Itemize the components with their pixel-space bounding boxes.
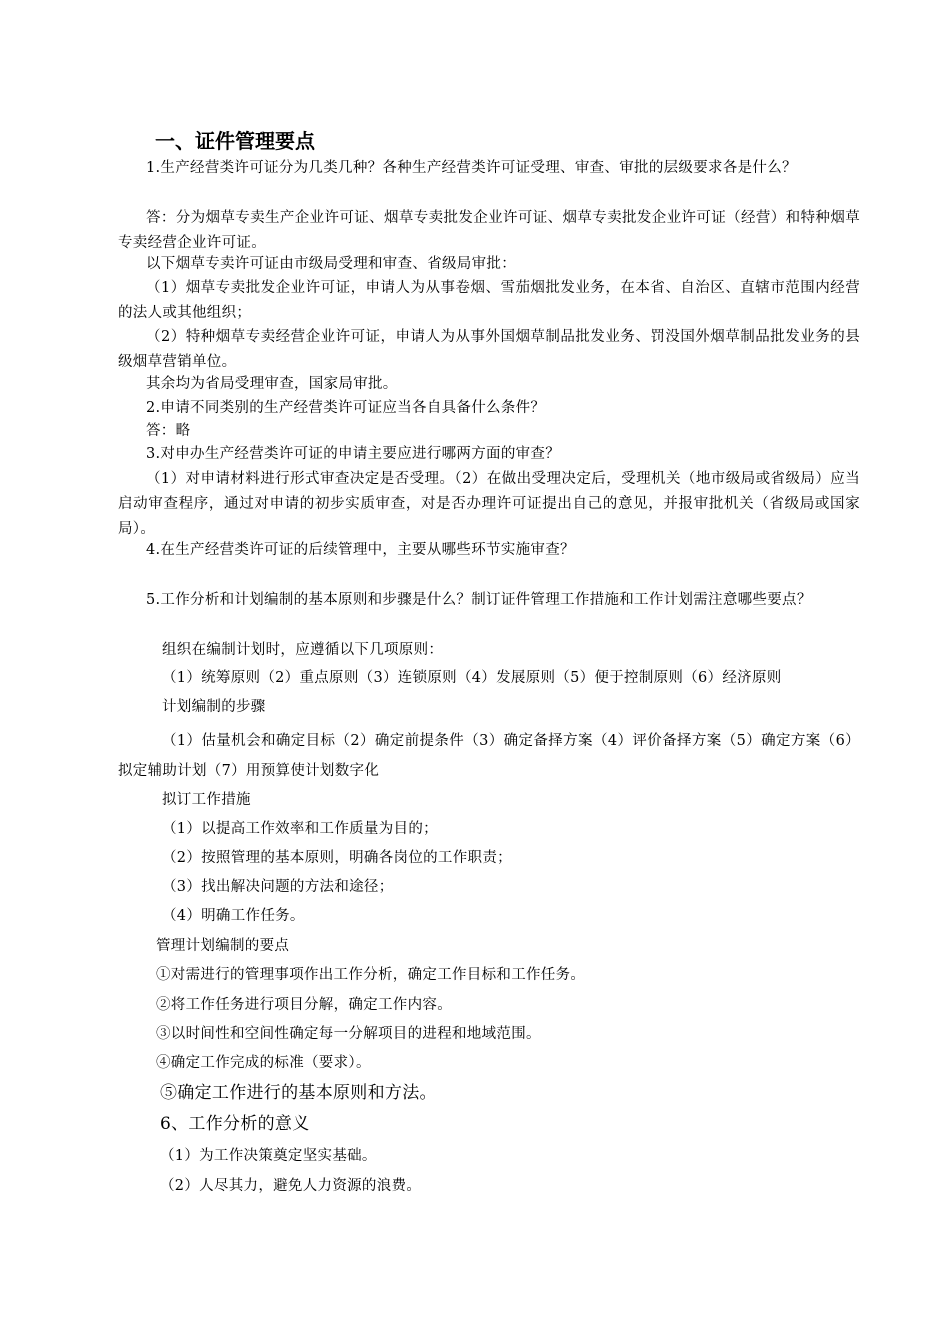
- answer-1: 答：分为烟草专卖生产企业许可证、烟草专卖批发企业许可证、烟草专卖批发企业许可证（经营）和特种烟草专卖经营企业许可证。: [118, 210, 860, 251]
- principles-list: （1）统筹原则（2）重点原则（3）连锁原则（4）发展原则（5）便于控制原则（6）经济原则: [162, 670, 782, 686]
- question-5: 5.工作分析和计划编制的基本原则和步骤是什么？制订证件管理工作措施和工作计划需注意哪些要点？: [146, 592, 812, 608]
- question-2: 2.申请不同类别的生产经营类许可证应当各自具备什么条件？: [146, 400, 546, 416]
- steps-list: （1）估量机会和确定目标（2）确定前提条件（3）确定备择方案（4）评价备择方案（5）确定方案（6）拟定辅助计划（7）用预算使计划数字化: [118, 733, 860, 779]
- answer-1-item-1: （1）烟草专卖批发企业许可证，申请人为从事卷烟、雪茄烟批发业务，在本省、自治区、直辖市范围内经营的法人或其他组织；: [118, 280, 860, 321]
- measure-item: （1）以提高工作效率和工作质量为目的；: [162, 821, 438, 837]
- answer-1-rest: 其余均为省局受理审查，国家局审批。: [146, 376, 398, 392]
- plan-points-title: 管理计划编制的要点: [156, 938, 290, 954]
- measure-item: （3）找出解决问题的方法和途径；: [162, 879, 394, 895]
- plan-point: ②将工作任务进行项目分解，确定工作内容。: [156, 997, 452, 1013]
- plan-point: ③以时间性和空间性确定每一分解项目的进程和地域范围。: [156, 1026, 541, 1042]
- plan-point: ①对需进行的管理事项作出工作分析，确定工作目标和工作任务。: [156, 967, 586, 983]
- measures-title: 拟订工作措施: [162, 792, 251, 808]
- steps-title: 计划编制的步骤: [162, 699, 266, 715]
- question-4: 4.在生产经营类许可证的后续管理中，主要从哪些环节实施审查？: [146, 542, 575, 558]
- measure-item: （4）明确工作任务。: [162, 908, 305, 924]
- q6-item: （2）人尽其力，避免人力资源的浪费。: [160, 1178, 422, 1194]
- q6-item: （1）为工作决策奠定坚实基础。: [160, 1148, 377, 1164]
- answer-1-item-2: （2）特种烟草专卖经营企业许可证，申请人为从事外国烟草制品批发业务、罚没国外烟草制品批发业务的县级烟草营销单位。: [118, 329, 860, 370]
- question-6: 6、工作分析的意义: [160, 1114, 310, 1134]
- principles-intro: 组织在编制计划时，应遵循以下几项原则：: [162, 642, 444, 658]
- answer-1-intro: 以下烟草专卖许可证由市级局受理和审查、省级局审批：: [146, 256, 516, 272]
- measure-item: （2）按照管理的基本原则，明确各岗位的工作职责；: [162, 850, 512, 866]
- question-1: 1.生产经营类许可证分为几类几种？各种生产经营类许可证受理、审查、审批的层级要求各是什么？: [146, 160, 797, 176]
- section-heading: 一、证件管理要点: [155, 129, 315, 153]
- question-3: 3.对申办生产经营类许可证的申请主要应进行哪两方面的审查？: [146, 446, 561, 462]
- plan-point: ⑤确定工作进行的基本原则和方法。: [160, 1083, 437, 1103]
- answer-3: （1）对申请材料进行形式审查决定是否受理。（2）在做出受理决定后，受理机关（地市级局或省级局）应当启动审查程序，通过对申请的初步实质审查，对是否办理许可证提出自己的意见，并报审批机关（省级局或国家局）。: [118, 471, 860, 537]
- plan-point: ④确定工作完成的标准（要求）。: [156, 1055, 371, 1071]
- answer-2: 答：略: [146, 423, 191, 439]
